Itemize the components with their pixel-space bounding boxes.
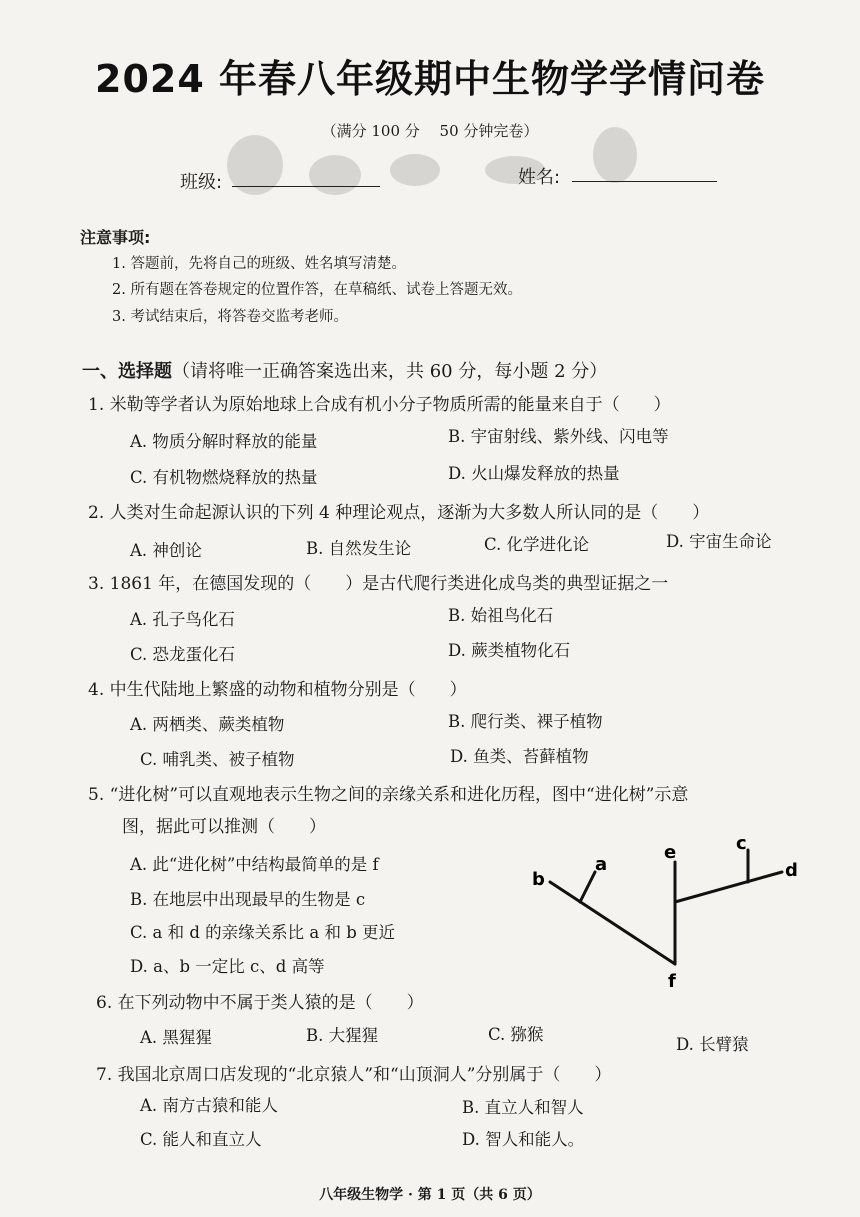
tree-label-f: f [668, 971, 676, 992]
tree-branch-a [580, 872, 595, 902]
q1-option-d[interactable]: D. 火山爆发释放的热量 [448, 464, 620, 483]
page-footer: 八年级生物学 · 第 1 页（共 6 页） [319, 1187, 541, 1203]
question-5-stem: 5. “进化树”可以直观地表示生物之间的亲缘关系和进化历程，图中“进化树”示意 [88, 785, 689, 805]
tree-label-a: a [595, 854, 608, 875]
tree-branch-b [550, 882, 675, 964]
q2-option-a[interactable]: A. 神创论 [130, 541, 202, 560]
question-2-stem: 2. 人类对生命起源认识的下列 4 种理论观点，逐渐为大多数人所认同的是（ ） [88, 503, 710, 523]
q4-option-b[interactable]: B. 爬行类、裸子植物 [448, 712, 603, 731]
q4-option-c[interactable]: C. 哺乳类、被子植物 [140, 750, 295, 769]
q5-option-c[interactable]: C. a 和 d 的亲缘关系比 a 和 b 更近 [130, 923, 396, 942]
question-6-stem: 6. 在下列动物中不属于类人猿的是（ ） [96, 993, 424, 1013]
q6-option-a[interactable]: A. 黑猩猩 [140, 1028, 212, 1047]
q7-option-d[interactable]: D. 智人和能人。 [462, 1130, 585, 1149]
q2-option-b[interactable]: B. 自然发生论 [306, 539, 412, 558]
q1-option-b[interactable]: B. 宇宙射线、紫外线、闪电等 [448, 427, 669, 446]
note-item: 2. 所有题在答卷规定的位置作答，在草稿纸、试卷上答题无效。 [112, 282, 522, 298]
section-note: （请将唯一正确答案选出来，共 60 分，每小题 2 分） [172, 361, 608, 382]
tree-label-e: e [664, 842, 677, 863]
q2-option-c[interactable]: C. 化学进化论 [484, 535, 590, 554]
q5-option-b[interactable]: B. 在地层中出现最早的生物是 c [130, 890, 366, 909]
q4-option-a[interactable]: A. 两栖类、蕨类植物 [130, 715, 285, 734]
name-label: 姓名: [518, 167, 561, 188]
notes-heading: 注意事项: [80, 228, 151, 247]
page-title: 2024 年春八年级期中生物学学情问卷 [95, 57, 765, 101]
q6-option-c[interactable]: C. 猕猴 [488, 1025, 544, 1044]
class-blank-line[interactable] [232, 186, 380, 187]
q1-option-c[interactable]: C. 有机物燃烧释放的热量 [130, 468, 318, 487]
evolution-tree-diagram [520, 832, 820, 992]
q7-option-b[interactable]: B. 直立人和智人 [462, 1098, 584, 1117]
q3-option-c[interactable]: C. 恐龙蛋化石 [130, 645, 236, 664]
q5-option-a[interactable]: A. 此“进化树”中结构最简单的是 f [130, 855, 379, 874]
question-1-stem: 1. 米勒等学者认为原始地球上合成有机小分子物质所需的能量来自于（ ） [88, 395, 671, 415]
question-5-stem-cont: 图，据此可以推测（ ） [122, 817, 326, 837]
tree-branch-d [675, 872, 782, 902]
q3-option-b[interactable]: B. 始祖鸟化石 [448, 606, 554, 625]
q6-option-b[interactable]: B. 大猩猩 [306, 1026, 379, 1045]
q2-option-d[interactable]: D. 宇宙生命论 [666, 532, 772, 551]
section-title: 一、选择题 [82, 361, 172, 382]
note-item: 1. 答题前，先将自己的班级、姓名填写清楚。 [112, 256, 406, 272]
tree-label-b: b [532, 869, 545, 890]
note-item: 3. 考试结束后，将答卷交监考老师。 [112, 309, 348, 325]
q4-option-d[interactable]: D. 鱼类、苔藓植物 [450, 747, 589, 766]
q7-option-c[interactable]: C. 能人和直立人 [140, 1130, 262, 1149]
exam-subtitle: （满分 100 分 50 分钟完卷） [321, 122, 539, 140]
question-7-stem: 7. 我国北京周口店发现的“北京猿人”和“山顶洞人”分别属于（ ） [96, 1065, 612, 1085]
q3-option-d[interactable]: D. 蕨类植物化石 [448, 641, 571, 660]
tree-label-c: c [736, 833, 747, 854]
q5-option-d[interactable]: D. a、b 一定比 c、d 高等 [130, 957, 325, 976]
question-4-stem: 4. 中生代陆地上繁盛的动物和植物分别是（ ） [88, 680, 467, 700]
question-3-stem: 3. 1861 年，在德国发现的（ ）是古代爬行类进化成鸟类的典型证据之一 [88, 574, 669, 594]
q7-option-a[interactable]: A. 南方古猿和能人 [140, 1096, 278, 1115]
q6-option-d[interactable]: D. 长臂猿 [676, 1035, 749, 1054]
q3-option-a[interactable]: A. 孔子鸟化石 [130, 610, 235, 629]
tree-label-d: d [785, 860, 798, 881]
section-heading [82, 357, 607, 383]
name-blank-line[interactable] [572, 181, 717, 182]
q1-option-a[interactable]: A. 物质分解时释放的能量 [130, 432, 318, 451]
class-label: 班级: [180, 172, 223, 193]
